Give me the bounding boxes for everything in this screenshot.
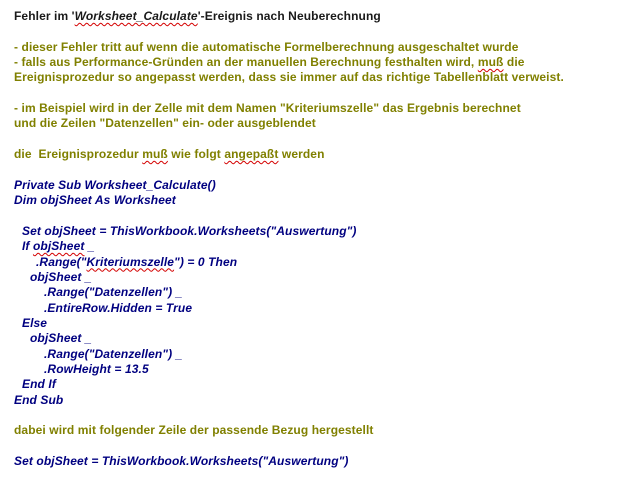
code-line-12: .RowHeight = 13.5: [44, 361, 149, 376]
code-line-1: Private Sub Worksheet_Calculate(): [14, 177, 216, 192]
code-line-6: objSheet _: [30, 269, 92, 284]
paragraph3: [14, 147, 634, 162]
spacer: [14, 439, 634, 454]
code-line-13: End If: [22, 377, 56, 392]
title-prefix: Fehler im ': [14, 9, 75, 23]
paragraph1-line2: [14, 55, 634, 70]
title-term: Worksheet_Calculate: [74, 9, 198, 23]
p3-flagged-word-1: muß: [142, 147, 168, 162]
code-line-8: .EntireRow.Hidden = True: [44, 300, 193, 315]
code-range-close: ") = 0 Then: [174, 254, 238, 269]
code-range-open: .Range(": [36, 254, 87, 269]
p2-line1-end: das Ergebnis berechnet: [382, 101, 521, 116]
p1-line2-flagged-word: muß: [477, 55, 504, 70]
code2-line: Set objSheet = ThisWorkbook.Worksheets("Auswertung"): [14, 453, 349, 468]
spacer: [14, 132, 634, 147]
spacer: [14, 162, 634, 177]
p3-a: die Ereignisprozedur: [14, 147, 143, 162]
code-flagged-name: Kriteriumszelle: [86, 254, 175, 269]
p1-line2-text: - falls aus Performance-Gründen an der manuellen Berechnung festhalten wird,: [14, 55, 478, 70]
spacer: [14, 408, 634, 423]
paragraph1-line1: - dieser Fehler tritt auf wenn die automatische Formelberechnung ausgeschaltet wurde: [14, 39, 519, 54]
code-flagged-word: objSheet: [32, 239, 85, 254]
code-line-10: objSheet _: [30, 331, 92, 346]
spacer: [14, 208, 634, 223]
code-line-7: .Range("Datenzellen") _: [44, 285, 183, 300]
paragraph2-line2: und die Zeilen "Datenzellen" ein- oder ausgeblendet: [14, 116, 316, 131]
code-line-11: .Range("Datenzellen") _: [44, 346, 183, 361]
code-line-9: Else: [22, 315, 48, 330]
spacer: [14, 24, 634, 39]
paragraph1-line3: Ereignisprozedur so angepasst werden, dass sie immer auf das richtige Tabellenblatt verweist.: [14, 70, 564, 85]
p3-e: werden: [278, 147, 325, 162]
title-suffix: '-Ereignis nach Neuberechnung: [197, 9, 381, 23]
code-line-3: Set objSheet = ThisWorkbook.Worksheets("Auswertung"): [22, 223, 357, 238]
paragraph2-line1: [14, 101, 634, 116]
document-page: [14, 9, 634, 469]
code-line-2: Dim objSheet As Worksheet: [14, 193, 176, 208]
p3-c: wie folgt: [167, 147, 225, 162]
code-line-4: [14, 239, 634, 254]
document-title: [14, 9, 634, 24]
paragraph4: dabei wird mit folgender Zeile der passende Bezug hergestellt: [14, 423, 374, 438]
code-line-14: End Sub: [14, 392, 64, 407]
code-if-keyword: If: [22, 239, 33, 254]
p2-line1-text: - im Beispiel wird in der Zelle mit dem Namen "Kriteriumszelle": [14, 101, 383, 116]
p3-flagged-word-2: angepaßt: [224, 147, 279, 162]
p1-line2-end: die: [503, 55, 525, 70]
spacer: [14, 86, 634, 101]
code-continuation: _: [84, 239, 95, 254]
code-line-5: [14, 255, 634, 270]
